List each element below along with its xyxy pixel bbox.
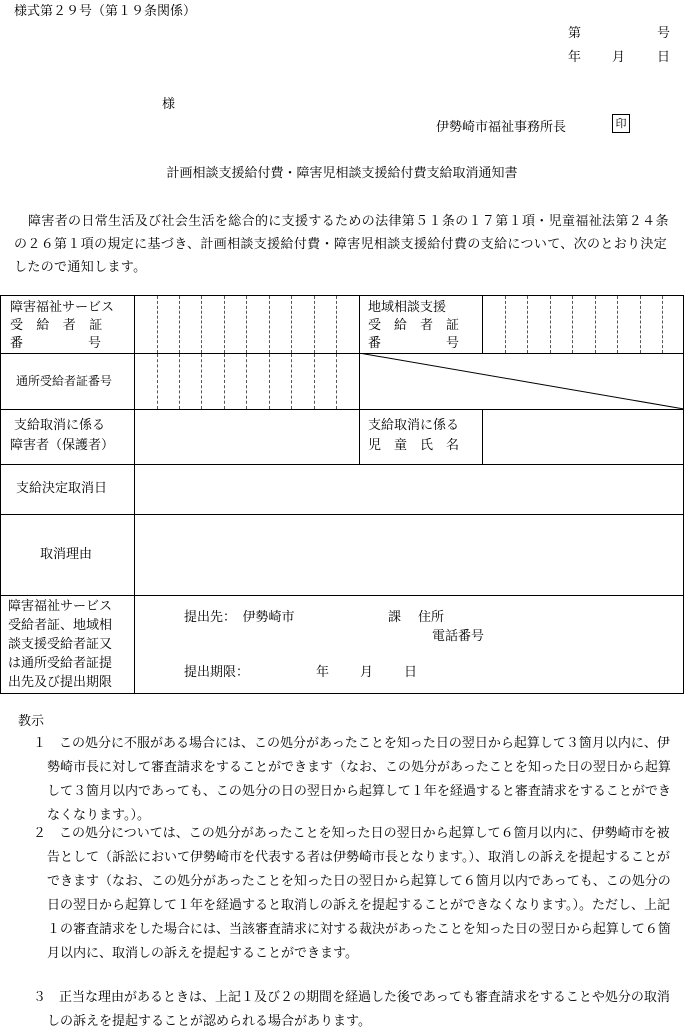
column-divider	[134, 295, 135, 694]
digit-separator	[157, 296, 158, 353]
column-divider	[482, 295, 483, 353]
welfare-service-cert-label-line1: 障害福祉サービス	[10, 300, 115, 315]
digit-separator	[662, 296, 663, 353]
digit-separator	[291, 296, 292, 353]
digit-separator	[336, 354, 337, 409]
submission-label-line3: 談支援受給者証又	[8, 637, 113, 652]
document-number-label: 第	[568, 26, 582, 41]
submission-label-line2: 受給者証、地域相	[8, 618, 113, 633]
section-label: 課	[388, 610, 402, 625]
address-label: 住所	[418, 610, 445, 625]
row-divider	[0, 514, 684, 515]
deadline-year: 年	[316, 665, 330, 680]
row-divider	[0, 595, 684, 596]
cancelled-person-label-line2: 障害者（保護者）	[10, 438, 115, 453]
digit-separator	[157, 354, 158, 409]
document-title: 計画相談支援給付費・障害児相談支援給付費支給取消通知書	[166, 166, 518, 181]
submission-label-line4: は通所受給者証提	[8, 656, 113, 671]
regional-support-cert-label-line2: 受 給 者 証	[368, 318, 460, 333]
submission-label-line1: 障害福祉サービス	[8, 599, 113, 614]
body-paragraph: 障害者の日常生活及び社会生活を総合的に支援するための法律第５１条の１７第１項・児童福祉法第２４条の２６第１項の規定に基づき、計画相談支援給付費・障害児相談支援給付費の支給について、次のとおり決定したので通知します。	[14, 214, 669, 275]
digit-separator	[269, 354, 270, 409]
submission-label-line5: 出先及び提出期限	[8, 675, 113, 690]
seal-mark: 印	[612, 114, 630, 133]
digit-separator	[246, 296, 247, 353]
addressee-suffix: 様	[162, 97, 176, 112]
regional-support-cert-label-line1: 地域相談支援	[368, 300, 447, 315]
digit-separator	[246, 354, 247, 409]
digit-separator	[550, 296, 551, 353]
note-item-2: ２ この処分については、この処分があったことを知った日の翌日から起算して６箇月以内に、伊勢崎市を被告として（訴訟において伊勢崎市を代表する者は伊勢崎市長となります。）、取消しの訴えを提起することができます（なお、この処分があったことを知った日の翌日から起算して６箇月以内であっても、この処分の日の翌日から起算して１年を経過すると取消しの訴えを提起することができなくなります。）。ただし、上記１の審査請求をした場合には、当該審査請求に対する裁決があったことを知った日の翌日から起算して６箇月以内に、取消しの訴えを提起することができます。	[33, 826, 671, 961]
row-divider	[0, 464, 684, 465]
regional-support-cert-label-line3: 番 号	[368, 336, 460, 351]
note-item-3: ３ 正当な理由があるときは、上記１及び２の期間を経過した後であっても審査請求をすることや処分の取消しの訴えを提起することが認められる場合があります。	[33, 990, 670, 1029]
welfare-service-cert-label-line2: 受 給 者 証	[10, 318, 103, 333]
cancellation-reason-label: 取消理由	[40, 547, 93, 562]
submit-to: 提出先： 伊勢崎市	[184, 610, 295, 625]
date-day-label: 日	[657, 50, 671, 65]
digit-separator	[179, 354, 180, 409]
note-item-1: １ この処分に不服がある場合には、この処分があったことを知った日の翌日から起算して３箇月以内に、伊勢崎市長に対して審査請求をすることができます（なお、この処分があったことを知った日の翌日から起算して３箇月以内であっても、この処分の日の翌日から起算して１年を経過すると審査請求をすることができなくなります。）。	[33, 736, 671, 823]
date-month-label: 月	[612, 50, 626, 65]
deadline-label: 提出期限：	[184, 665, 250, 680]
cancellation-date-label: 支給決定取消日	[16, 481, 108, 496]
digit-separator	[224, 354, 225, 409]
digit-separator	[336, 296, 337, 353]
day-service-cert-label: 通所受給者証番号	[16, 374, 113, 388]
notes-heading: 教示	[18, 714, 45, 729]
not-applicable-diagonal	[359, 353, 684, 409]
digit-separator	[595, 296, 596, 353]
deadline-month: 月	[360, 665, 374, 680]
issuer-name: 伊勢崎市福祉事務所長	[436, 120, 567, 135]
digit-separator	[572, 296, 573, 353]
child-name-label-line1: 支給取消に係る	[368, 418, 460, 433]
digit-separator	[640, 296, 641, 353]
digit-separator	[617, 296, 618, 353]
cancelled-person-label-line1: 支給取消に係る	[14, 418, 106, 433]
welfare-service-cert-label-line3: 番 号	[10, 336, 102, 351]
digit-separator	[201, 354, 202, 409]
digit-separator	[269, 296, 270, 353]
phone-label: 電話番号	[432, 629, 485, 644]
row-divider	[0, 409, 684, 410]
digit-separator	[179, 296, 180, 353]
digit-separator	[527, 296, 528, 353]
digit-separator	[224, 296, 225, 353]
digit-separator	[291, 354, 292, 409]
deadline-day: 日	[404, 665, 418, 680]
digit-separator	[505, 296, 506, 353]
column-divider	[482, 409, 483, 464]
child-name-label-line2: 児 童 氏 名	[368, 438, 460, 453]
date-year-label: 年	[568, 50, 582, 65]
digit-separator	[314, 296, 315, 353]
document-number-suffix: 号	[657, 26, 671, 41]
digit-separator	[314, 354, 315, 409]
digit-separator	[201, 296, 202, 353]
form-number: 様式第２９号（第１９条関係）	[14, 4, 197, 19]
